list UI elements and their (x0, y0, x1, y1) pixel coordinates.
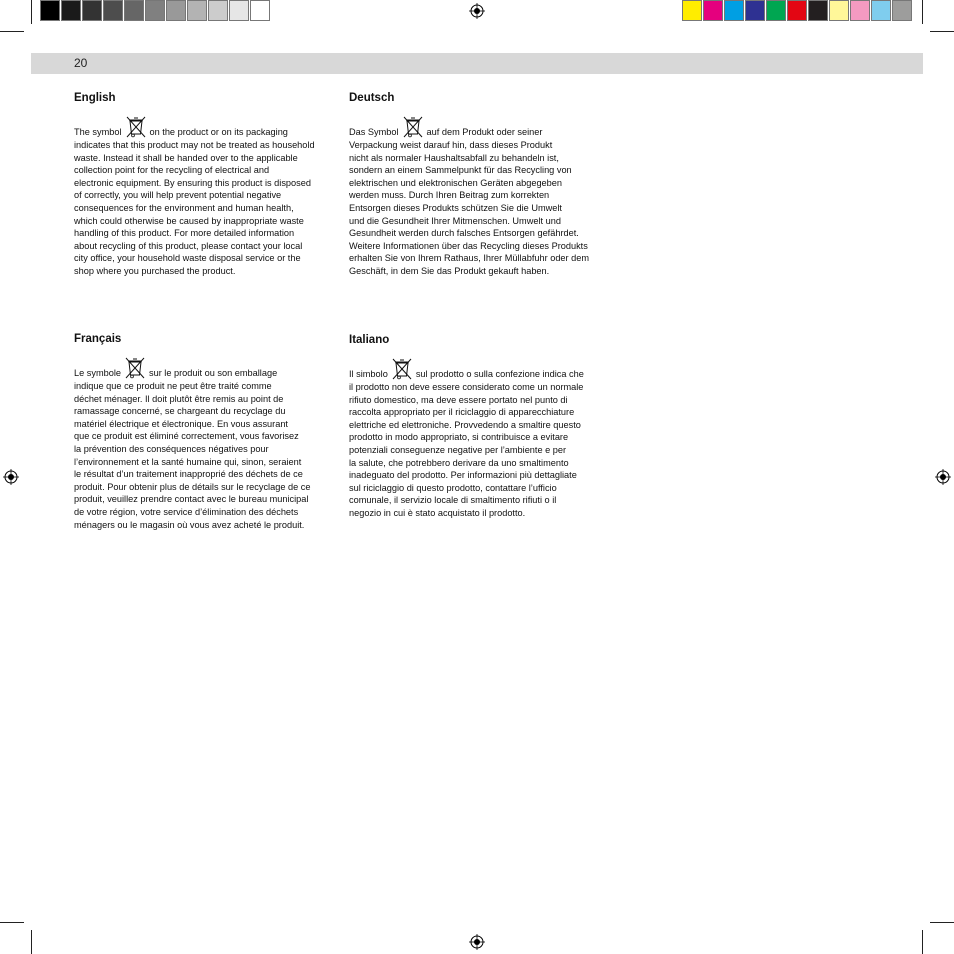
crop-mark-top-right-h (930, 31, 954, 32)
color-swatch (61, 0, 81, 21)
color-swatch (229, 0, 249, 21)
crop-mark-top-left-v (31, 0, 32, 24)
first-line-suffix: auf dem Produkt oder seiner (426, 127, 543, 137)
crop-mark-top-right-v (922, 0, 923, 24)
color-swatch (871, 0, 891, 21)
section-body: indicates that this product may not be treated as household waste. Instead it shall be handed over to the applicable collection point for the recycling of electrical and electronic equipment. By ensuring this product is disposed of correctly, you will help prevent potential negative consequences for the environment and human health, which could otherwise be caused by inappropriate waste handling of this product. For more detailed information about recycling of this product, please contact your local city office, your household waste disposal service or the shop where you purchased the product. (74, 140, 315, 276)
color-swatch (745, 0, 765, 21)
color-swatch (808, 0, 828, 21)
section-first-line (74, 356, 336, 380)
color-swatch (208, 0, 228, 21)
color-swatch (124, 0, 144, 21)
color-swatch (787, 0, 807, 21)
section-body: Verpackung weist darauf hin, dass dieses Produkt nicht als normaler Haushaltsabfall zu behandeln ist, sondern an einem Sammelpunkt für das Recycling von elektrischen und elektronischen Geräten abgegeben werden muss. Durch Ihren Beitrag zum korrekten Entsorgen dieses Produkts schützen Sie die Umwelt und die Gesundheit Ihrer Mitmenschen. Umwelt und Gesundheit werden durch falsches Entsorgen gefährdet. Weitere Informationen über das Recycling dieses Produkts erhalten Sie von Ihrem Rathaus, Ihrer Müllabfuhr oder dem Geschäft, in dem Sie das Produkt gekauft haben. (349, 140, 590, 276)
section-first-line (349, 357, 611, 381)
grayscale-color-bar (40, 0, 271, 21)
color-swatch (892, 0, 912, 21)
first-line-prefix: Das Symbol (349, 127, 399, 137)
section-heading: English (74, 92, 116, 104)
color-swatch (703, 0, 723, 21)
first-line-prefix: The symbol (74, 127, 122, 137)
crop-mark-bottom-right-v (922, 930, 923, 954)
color-swatch (187, 0, 207, 21)
section-first-line (349, 115, 611, 139)
section-english (74, 91, 330, 278)
registration-mark-icon (935, 469, 951, 485)
registration-mark-icon (469, 934, 485, 950)
registration-mark-icon (469, 3, 485, 19)
section-body: il prodotto non deve essere considerato come un normale rifiuto domestico, ma deve essere portato nel punto di raccolta appropriato per il riciclaggio di apparecchiature elettriche ed elettroniche. Provvedendo a smaltire questo prodotto in modo appropriato, si contribuisce a evitare potenziali conseguenze negative per l’ambiente e per la salute, che potrebbero derivare da uno smaltimento inadeguato del prodotto. Per informazioni più dettagliate sul riciclaggio di questo prodotto, contattare l’ufficio comunale, il servizio locale di smaltimento rifiuti o il negozio in cui è stato acquistato il prodotto. (349, 382, 584, 518)
color-swatch (829, 0, 849, 21)
section-body: indique que ce produit ne peut être traité comme déchet ménager. Il doit plutôt être remis au point de ramassage concerné, se chargeant du recyclage du matériel électrique et électronique. En vous assurant que ce produit est éliminé correctement, vous favorisez la prévention des conséquences négatives pour l’environnement et la santé humaine qui, sinon, seraient le résultat d’un traitement inapproprié des déchets de ce produit. Pour obtenir plus de détails sur le recyclage de ce produit, veuillez prendre contact avec le bureau municipal de votre région, votre service d’élimination des déchets ménagers ou le magasin où vous avez acheté le produit. (74, 381, 311, 530)
page-header-band (31, 53, 923, 74)
color-swatch (103, 0, 123, 21)
page-number: 20 (74, 56, 88, 70)
section-heading: Deutsch (349, 92, 395, 104)
crop-mark-bottom-left-v (31, 930, 32, 954)
section-italiano (349, 333, 611, 520)
section-deutsch (349, 91, 611, 278)
crop-mark-bottom-right-h (930, 922, 954, 923)
section-heading: Français (74, 333, 122, 345)
color-swatch (166, 0, 186, 21)
first-line-suffix: on the product or on its packaging (149, 127, 288, 137)
color-swatch (850, 0, 870, 21)
section-francais (74, 332, 336, 531)
color-swatch (250, 0, 270, 21)
crossed-out-wheelie-bin-icon (402, 115, 424, 139)
color-swatch (682, 0, 702, 21)
color-swatch (145, 0, 165, 21)
process-color-bar (682, 0, 913, 21)
crop-mark-bottom-left-h (0, 922, 24, 923)
color-swatch (82, 0, 102, 21)
section-heading: Italiano (349, 334, 390, 346)
crossed-out-wheelie-bin-icon (391, 357, 413, 381)
first-line-suffix: sul prodotto o sulla confezione indica che (415, 369, 584, 379)
crossed-out-wheelie-bin-icon (124, 356, 146, 380)
color-swatch (766, 0, 786, 21)
first-line-suffix: sur le produit ou son emballage (148, 368, 278, 378)
color-swatch (724, 0, 744, 21)
color-swatch (40, 0, 60, 21)
registration-mark-icon (3, 469, 19, 485)
section-first-line (74, 115, 330, 139)
first-line-prefix: Il simbolo (349, 369, 388, 379)
crossed-out-wheelie-bin-icon (125, 115, 147, 139)
crop-mark-top-left-h (0, 31, 24, 32)
first-line-prefix: Le symbole (74, 368, 121, 378)
